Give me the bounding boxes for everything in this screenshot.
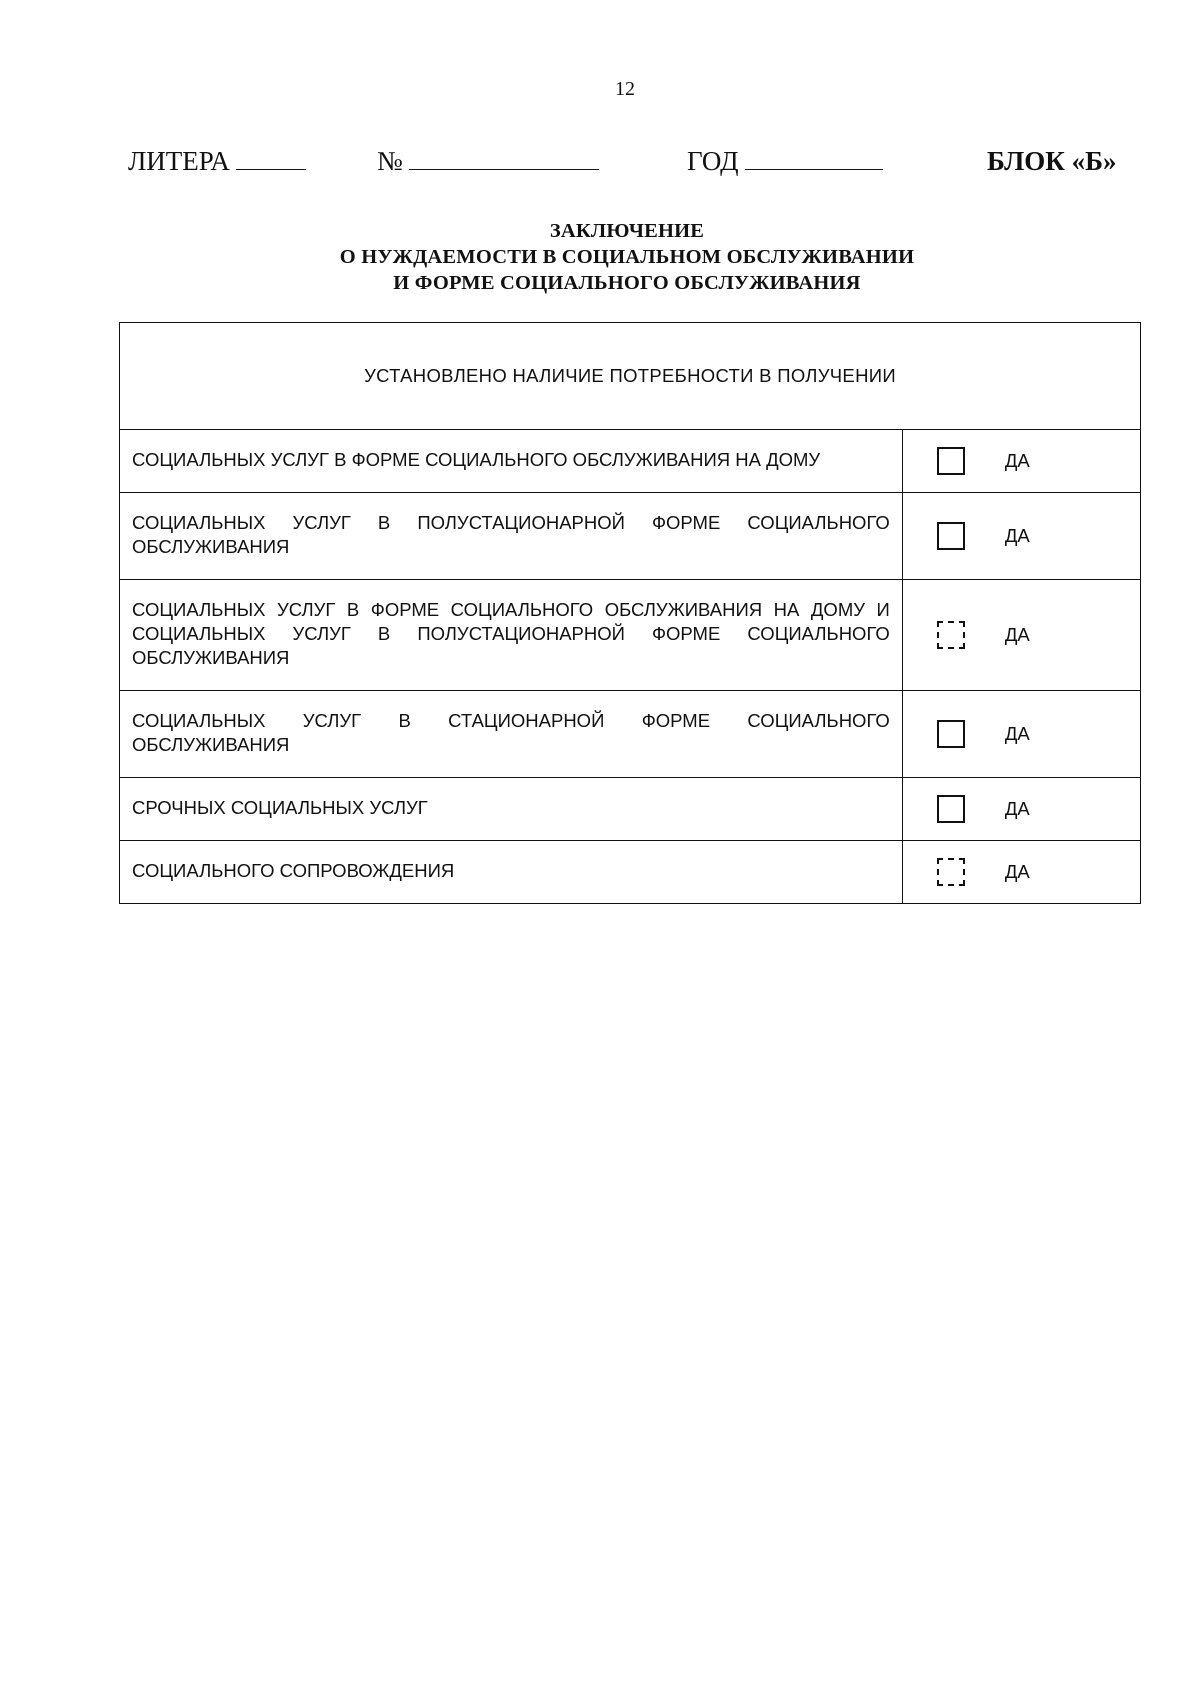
block-label: БЛОК «Б» [987,146,1117,176]
table-row [120,841,1141,904]
row-label: СОЦИАЛЬНЫХ УСЛУГ В ПОЛУСТАЦИОНАРНОЙ ФОРМЕ СОЦИАЛЬНОГО ОБСЛУЖИВАНИЯ [120,493,903,580]
yes-checkbox[interactable] [937,720,965,748]
yes-checkbox[interactable] [937,621,965,649]
title-line-3: И ФОРМЕ СОЦИАЛЬНОГО ОБСЛУЖИВАНИЯ [393,272,861,294]
yes-checkbox[interactable] [937,795,965,823]
yes-label: ДА [1004,798,1030,819]
yes-checkbox[interactable] [937,522,965,550]
yes-label: ДА [1004,450,1030,471]
year-label: ГОД [687,146,739,176]
table-row [120,580,1141,691]
yes-label: ДА [1004,861,1030,882]
row-option [902,691,1140,778]
litera-blank[interactable] [236,147,306,170]
row-option [902,493,1140,580]
row-option [902,778,1140,841]
page-number: 12 [615,78,635,100]
row-option [902,580,1140,691]
row-option [902,841,1140,904]
yes-label: ДА [1004,723,1030,744]
row-option [902,430,1140,493]
row-label: СОЦИАЛЬНЫХ УСЛУГ В СТАЦИОНАРНОЙ ФОРМЕ СОЦИАЛЬНОГО ОБСЛУЖИВАНИЯ [120,691,903,778]
litera-field [128,146,306,177]
table-row [120,430,1141,493]
year-blank[interactable] [745,147,883,170]
title-line-2: О НУЖДАЕМОСТИ В СОЦИАЛЬНОМ ОБСЛУЖИВАНИИ [339,246,915,268]
table-heading: УСТАНОВЛЕНО НАЛИЧИЕ ПОТРЕБНОСТИ В ПОЛУЧЕНИИ [120,323,1141,430]
number-field [377,146,599,177]
needs-table [119,322,1141,904]
title-line-1: ЗАКЛЮЧЕНИЕ [549,220,705,242]
row-label: СОЦИАЛЬНОГО СОПРОВОЖДЕНИЯ [120,841,903,904]
number-label: № [377,146,403,176]
yes-label: ДА [1004,525,1030,546]
table-row [120,778,1141,841]
yes-label: ДА [1004,624,1030,645]
yes-checkbox[interactable] [937,858,965,886]
table-row [120,493,1141,580]
yes-checkbox[interactable] [937,447,965,475]
year-field [687,146,883,177]
row-label: СРОЧНЫХ СОЦИАЛЬНЫХ УСЛУГ [120,778,903,841]
number-blank[interactable] [409,147,599,170]
table-row [120,691,1141,778]
row-label: СОЦИАЛЬНЫХ УСЛУГ В ФОРМЕ СОЦИАЛЬНОГО ОБСЛУЖИВАНИЯ НА ДОМУ И СОЦИАЛЬНЫХ УСЛУГ В ПОЛУСТАЦИОНАРНОЙ ФОРМЕ СОЦИАЛЬНОГО ОБСЛУЖИВАНИЯ [120,580,903,691]
row-label: СОЦИАЛЬНЫХ УСЛУГ В ФОРМЕ СОЦИАЛЬНОГО ОБСЛУЖИВАНИЯ НА ДОМУ [120,430,903,493]
litera-label: ЛИТЕРА [128,146,230,176]
document-title [0,218,1200,296]
